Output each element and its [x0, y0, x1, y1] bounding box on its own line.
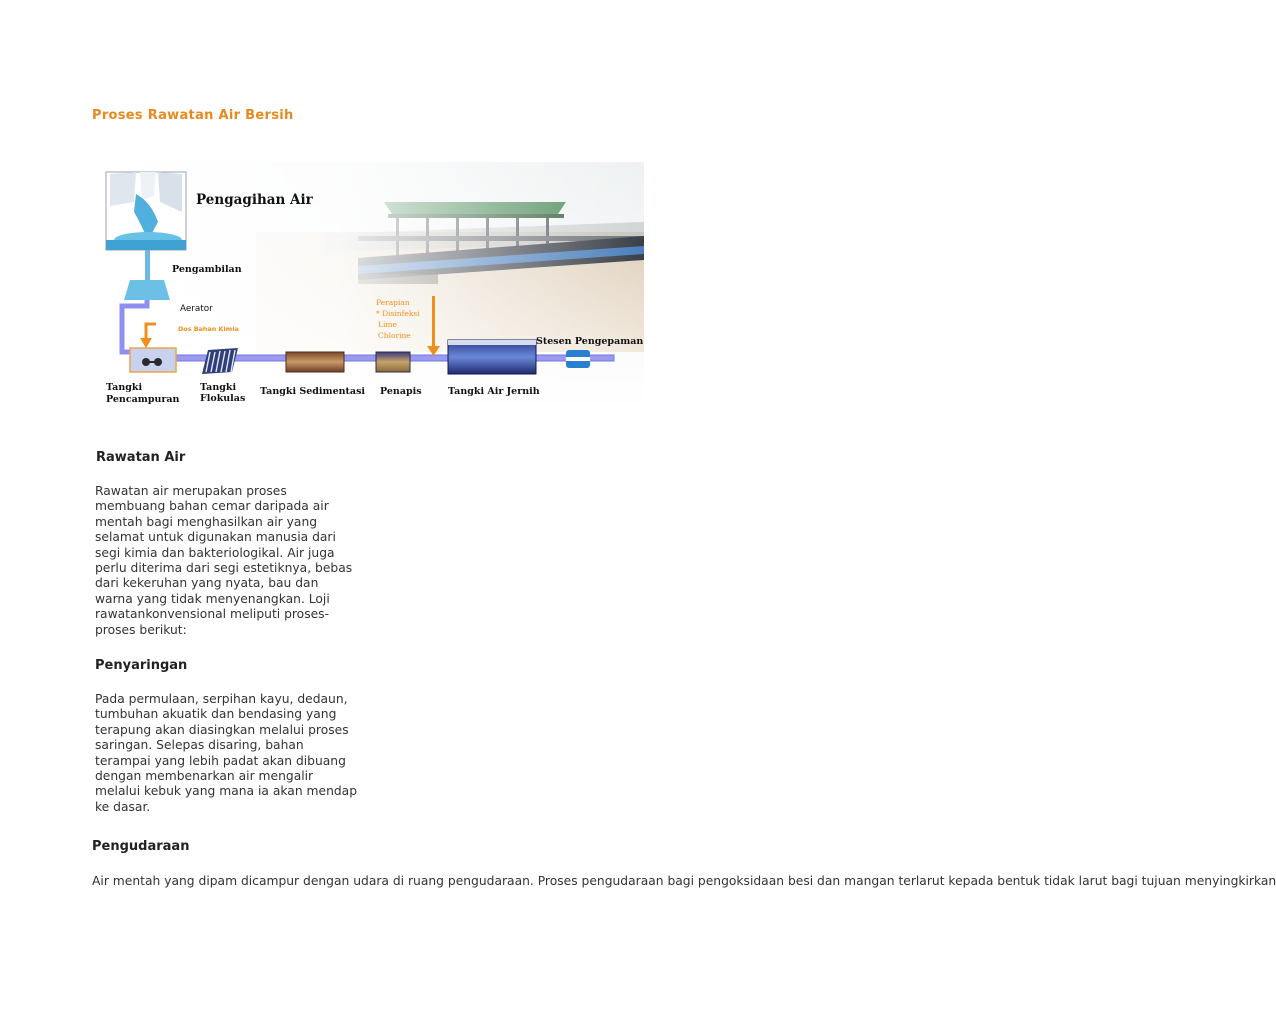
section-heading-pengudaraan: Pengudaraan	[92, 839, 190, 854]
label-treatment-1: Perapian	[376, 298, 410, 307]
water-treatment-diagram	[96, 162, 644, 410]
section-body-rawatan-air: Rawatan air merupakan proses membuang bahan cemar daripada air mentah bagi menghasilkan air yang selamat untuk digunakan manusia dari segi kimia dan bakteriologikal. Air juga perlu diterima dari segi estetiknya, bebas dari kekeruhan yang nyata, bau dan warna yang tidak menyenangkan. Loji rawatankonvensional meliputi proses- proses berikut:	[95, 484, 353, 637]
label-filter: Penapis	[380, 386, 422, 397]
label-mixing-tank-2: Pencampuran	[106, 394, 180, 405]
section-body-pengudaraan: Air mentah yang dipam dicampur dengan udara di ruang pengudaraan. Proses pengudaraan bagi pengoksidaan besi dan mangan terlarut kepada bentuk tidak larut bagi tujuan menyingkirkan	[92, 874, 1276, 888]
water-source-icon	[106, 172, 186, 250]
sedimentation-tank-icon	[286, 352, 344, 372]
aerator-icon	[124, 280, 170, 300]
label-treatment-2: * Disinfeksi	[376, 309, 420, 318]
clear-water-tank-icon	[448, 340, 536, 374]
label-flocculation-tank-1: Tangki	[200, 382, 237, 393]
label-treatment-4: Chlorine	[378, 331, 411, 340]
label-aerator: Aerator	[180, 304, 213, 314]
pumping-station-icon	[566, 350, 590, 368]
label-mixing-tank-1: Tangki	[106, 382, 143, 393]
label-pumping-station: Stesen Pengepaman	[536, 336, 644, 347]
label-sedimentation-tank: Tangki Sedimentasi	[260, 386, 366, 397]
intake-pipe	[145, 250, 150, 280]
label-treatment-3: Lime	[378, 320, 397, 329]
label-flocculation-tank-2: Flokulas	[200, 393, 246, 404]
mixing-tank-icon	[130, 348, 176, 372]
section-heading-penyaringan: Penyaringan	[95, 658, 188, 673]
label-clear-water-tank: Tangki Air Jernih	[448, 386, 540, 397]
section-heading-rawatan-air: Rawatan Air	[96, 450, 186, 465]
section-body-penyaringan: Pada permulaan, serpihan kayu, dedaun, tumbuhan akuatik dan bendasing yang terapung akan diasingkan melalui proses saringan. Selepas disaring, bahan terampai yang lebih padat akan dibuang dengan membenarkan air mengalir melalui kebuk yang mana ia akan mendap ke dasar.	[95, 692, 358, 814]
label-chemicals: Dos Bahan Kimia	[178, 325, 239, 333]
filter-icon	[376, 352, 410, 372]
diagram-heading: Pengagihan Air	[196, 192, 313, 208]
treatment-arrow	[432, 296, 435, 348]
document-title: Proses Rawatan Air Bersih	[92, 108, 294, 123]
diagram-svg	[96, 162, 644, 410]
label-intake: Pengambilan	[172, 264, 242, 275]
